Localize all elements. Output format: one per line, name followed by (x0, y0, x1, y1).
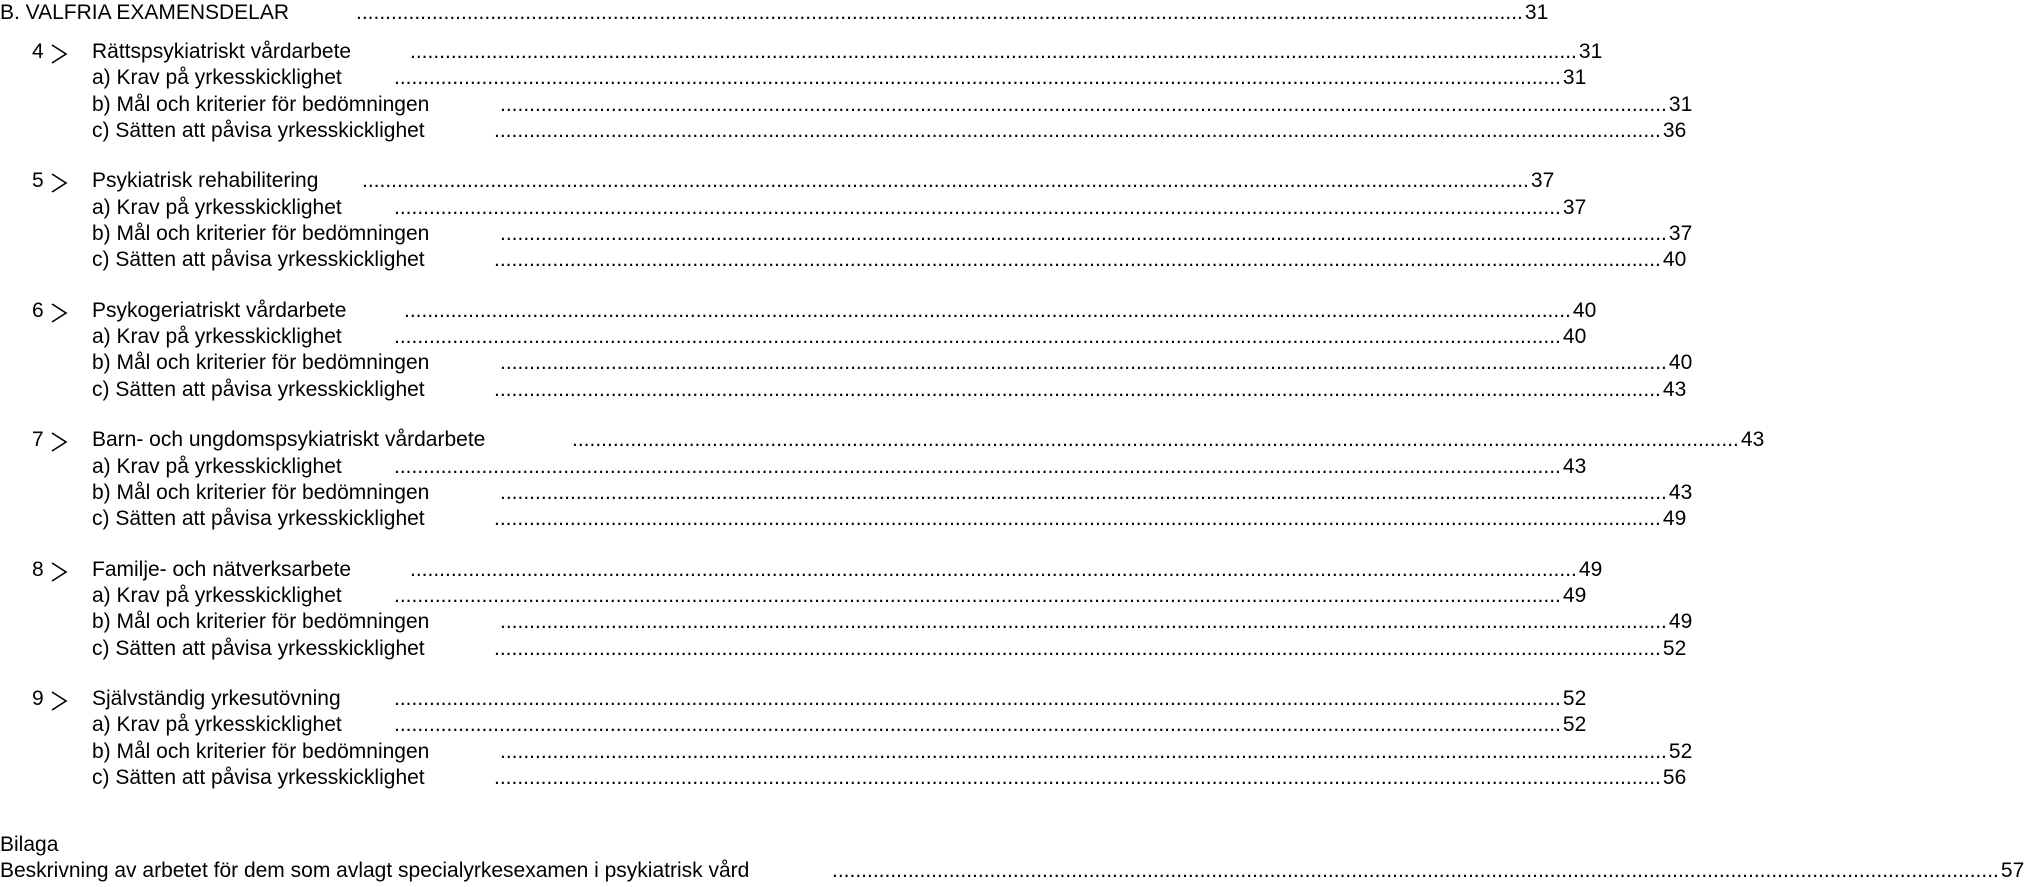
leader-row (500, 92, 1693, 118)
page-number: 49 (1562, 583, 1587, 607)
page-number: 43 (1562, 454, 1587, 478)
leader-row (500, 739, 1693, 765)
leader-row (494, 636, 1687, 662)
toc-entry-subsection[interactable] (0, 480, 1693, 506)
page-number: 49 (1578, 557, 1603, 581)
leader-row (494, 765, 1687, 791)
dot-leader: ........................................................................................................................................................................................................ (500, 222, 1667, 245)
page-number: 56 (1662, 765, 1687, 789)
toc-entry-appendix[interactable] (0, 858, 2024, 884)
toc-entry-subsection[interactable] (0, 92, 1693, 118)
dot-leader: ........................................................................................................................................................................................................ (500, 480, 1667, 504)
toc-entry-chapter[interactable] (0, 686, 1587, 712)
leader-row (500, 350, 1693, 376)
subsection-title: b) Mål och kriterier för bedömningen (92, 739, 430, 763)
tab-glyph-icon (50, 431, 70, 453)
leader-row (394, 195, 1587, 221)
subsection-title: b) Mål och kriterier för bedömningen (92, 222, 430, 245)
toc-entry-subsection[interactable] (0, 506, 1687, 532)
dot-leader: ........................................................................................................................................................................................................ (394, 195, 1561, 219)
toc-entry-subsection[interactable] (0, 65, 1587, 91)
chapter-title: Psykogeriatriskt vårdarbete (92, 298, 347, 322)
chapter-title: Rättspsykiatriskt vårdarbete (92, 40, 352, 63)
tab-glyph-icon (50, 43, 70, 65)
page-number: 37 (1668, 222, 1693, 245)
toc-entry-chapter[interactable] (0, 168, 1555, 194)
page-number: 37 (1530, 169, 1555, 193)
chapter-title: Självständig yrkesutövning (92, 687, 341, 710)
tab-glyph-icon (50, 172, 70, 194)
dot-leader: ........................................................................................................................................................................................................ (362, 169, 1529, 193)
dot-leader: ........................................................................................................................................................................................................ (494, 765, 1661, 789)
page-number: 49 (1662, 507, 1687, 531)
chapter-title: Familje- och nätverksarbete (92, 557, 352, 581)
leader-row (394, 583, 1587, 609)
page-number: 52 (1562, 687, 1587, 710)
dot-leader: ........................................................................................................................................................................................................ (394, 454, 1561, 478)
leader-row (394, 324, 1587, 350)
dot-leader: ........................................................................................................................................................................................................ (500, 739, 1667, 763)
page-number: 37 (1562, 195, 1587, 219)
dot-leader: ........................................................................................................................................................................................................ (494, 507, 1661, 531)
chapter-number: 6 (32, 298, 44, 322)
page-number: 31 (1562, 66, 1587, 90)
toc-entry-subsection[interactable] (0, 247, 1687, 273)
leader-row (410, 557, 1603, 583)
page-number: 40 (1662, 248, 1687, 272)
leader-row (410, 39, 1603, 65)
chapter-number: 8 (32, 557, 44, 581)
subsection-title: b) Mål och kriterier för bedömningen (92, 610, 430, 634)
toc-entry-subsection[interactable] (0, 765, 1687, 791)
toc-entry-chapter[interactable] (0, 427, 1765, 453)
leader-row (356, 0, 1549, 26)
toc-entry-chapter[interactable] (0, 298, 1597, 324)
chapter-number: 5 (32, 169, 44, 193)
subsection-title: c) Sätten att påvisa yrkesskicklighet (92, 377, 425, 401)
appendix-entry-title: Beskrivning av arbetet för dem som avlagt specialyrkesexamen i psykiatrisk vård (0, 859, 750, 882)
leader-row (404, 298, 1597, 324)
appendix-heading: Bilaga (0, 833, 59, 856)
dot-leader: ........................................................................................................................................................................................................ (410, 557, 1577, 581)
leader-row (500, 480, 1693, 506)
dot-leader: ........................................................................................................................................................................................................ (356, 1, 1523, 24)
toc-entry-subsection[interactable] (0, 118, 1687, 144)
toc-entry-subsection[interactable] (0, 712, 1587, 738)
toc-entry-subsection[interactable] (0, 221, 1693, 247)
toc-entry-subsection[interactable] (0, 454, 1587, 480)
toc-section-header[interactable] (0, 0, 1549, 26)
subsection-title: b) Mål och kriterier för bedömningen (92, 92, 430, 116)
leader-row (832, 858, 2024, 884)
page-number: 31 (1668, 92, 1693, 116)
page-number: 43 (1740, 428, 1765, 452)
subsection-title: c) Sätten att påvisa yrkesskicklighet (92, 507, 425, 531)
dot-leader: ........................................................................................................................................................................................................ (394, 66, 1561, 90)
subsection-title: a) Krav på yrkesskicklighet (92, 713, 342, 737)
dot-leader: ........................................................................................................................................................................................................ (494, 248, 1661, 272)
toc-entry-subsection[interactable] (0, 195, 1587, 221)
dot-leader: ........................................................................................................................................................................................................ (394, 583, 1561, 607)
dot-leader: ........................................................................................................................................................................................................ (494, 118, 1661, 142)
chapter-title: Psykiatrisk rehabilitering (92, 169, 319, 193)
tab-glyph-icon (50, 561, 70, 583)
leader-row (394, 65, 1587, 91)
leader-row (500, 221, 1693, 247)
subsection-title: c) Sätten att påvisa yrkesskicklighet (92, 765, 425, 789)
dot-leader: ........................................................................................................................................................................................................ (410, 40, 1577, 63)
leader-row (394, 712, 1587, 738)
dot-leader: ........................................................................................................................................................................................................ (394, 325, 1561, 349)
leader-row (494, 118, 1687, 144)
leader-row (494, 506, 1687, 532)
subsection-title: c) Sätten att påvisa yrkesskicklighet (92, 118, 425, 142)
subsection-title: c) Sätten att påvisa yrkesskicklighet (92, 248, 425, 272)
section-title: B. VALFRIA EXAMENSDELAR (0, 1, 290, 24)
subsection-title: a) Krav på yrkesskicklighet (92, 66, 342, 90)
subsection-title: a) Krav på yrkesskicklighet (92, 454, 342, 478)
dot-leader: ........................................................................................................................................................................................................ (832, 859, 1999, 882)
subsection-title: b) Mål och kriterier för bedömningen (92, 351, 430, 375)
page-number: 57 (2000, 859, 2024, 882)
page-number: 36 (1662, 118, 1687, 142)
appendix-heading-row (0, 832, 960, 858)
page-number: 52 (1668, 739, 1693, 763)
dot-leader: ........................................................................................................................................................................................................ (572, 428, 1739, 452)
page-number: 43 (1662, 377, 1687, 401)
page-number: 31 (1524, 1, 1549, 24)
leader-row (394, 454, 1587, 480)
toc-entry-subsection[interactable] (0, 739, 1693, 765)
toc-entry-subsection[interactable] (0, 377, 1687, 403)
leader-row (362, 168, 1555, 194)
dot-leader: ........................................................................................................................................................................................................ (500, 351, 1667, 375)
chapter-number: 4 (32, 40, 44, 63)
subsection-title: b) Mål och kriterier för bedömningen (92, 480, 430, 504)
toc-entry-subsection[interactable] (0, 609, 1693, 635)
page-number: 40 (1572, 298, 1597, 322)
leader-row (394, 686, 1587, 712)
subsection-title: a) Krav på yrkesskicklighet (92, 195, 342, 219)
dot-leader: ........................................................................................................................................................................................................ (500, 92, 1667, 116)
toc-entry-subsection[interactable] (0, 324, 1587, 350)
page-number: 43 (1668, 480, 1693, 504)
toc-entry-subsection[interactable] (0, 350, 1693, 376)
leader-row (494, 377, 1687, 403)
page-number: 40 (1668, 351, 1693, 375)
leader-row (572, 427, 1765, 453)
toc-entry-subsection[interactable] (0, 583, 1587, 609)
dot-leader: ........................................................................................................................................................................................................ (494, 377, 1661, 401)
chapter-number: 7 (32, 428, 44, 452)
page-number: 52 (1562, 713, 1587, 737)
page-number: 40 (1562, 325, 1587, 349)
toc-entry-subsection[interactable] (0, 636, 1687, 662)
page-number: 52 (1662, 636, 1687, 660)
toc-entry-chapter[interactable] (0, 557, 1603, 583)
chapter-title: Barn- och ungdomspsykiatriskt vårdarbete (92, 428, 486, 452)
page-number: 31 (1578, 40, 1603, 63)
tab-glyph-icon (50, 690, 70, 712)
dot-leader: ........................................................................................................................................................................................................ (500, 610, 1667, 634)
dot-leader: ........................................................................................................................................................................................................ (394, 687, 1561, 710)
leader-row (500, 609, 1693, 635)
subsection-title: c) Sätten att påvisa yrkesskicklighet (92, 636, 425, 660)
tab-glyph-icon (50, 302, 70, 324)
subsection-title: a) Krav på yrkesskicklighet (92, 583, 342, 607)
dot-leader: ........................................................................................................................................................................................................ (404, 298, 1571, 322)
dot-leader: ........................................................................................................................................................................................................ (494, 636, 1661, 660)
leader-row (494, 247, 1687, 273)
dot-leader: ........................................................................................................................................................................................................ (394, 713, 1561, 737)
chapter-number: 9 (32, 687, 44, 710)
toc-entry-chapter[interactable] (0, 39, 1603, 65)
page-number: 49 (1668, 610, 1693, 634)
subsection-title: a) Krav på yrkesskicklighet (92, 325, 342, 349)
